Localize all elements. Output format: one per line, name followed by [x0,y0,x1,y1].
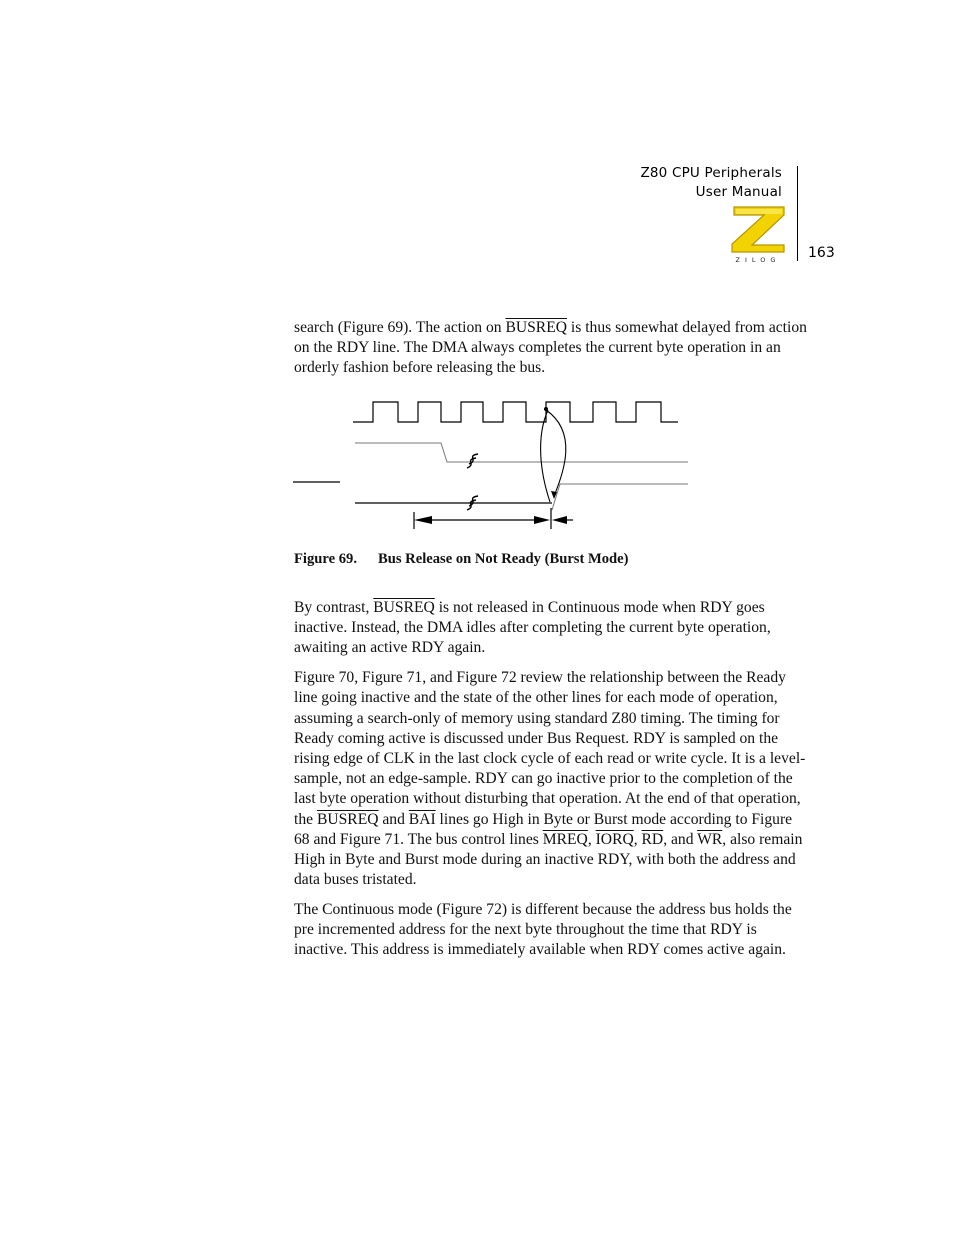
rdy-waveform [355,443,688,462]
paragraph: search (Figure 69). The action on BUSREQ is thus somewhat delayed from action on the RDY line. The DMA always completes the current byte operation in an orderly fashion before releasing the bus. [294,319,807,377]
paragraph: Figure 70, Figure 71, and Figure 72 review the relationship between the Ready line going inactive and the state of the other lines for each mode of operation, assuming a search-only of memory using standard Z80 timing. The timing for Ready coming active is discussed under Bus Request. RDY is sampled on the rising edge of CLK in the last clock cycle of each read or write cycle. It is a level-sample, not an edge-sample. RDY can go inactive prior to the completion of the last byte operation without disturbing that operation. At the end of that operation, the BUSREQ and $\overline{BAI}$ lines go High in Byte or Burst mode according to Figure 68 and Figure 71. The bus control lines MREQ, IORQ, $\overline{RD}$, and $\overline{WR}$, also remain High in Byte and Burst mode during an inactive RDY, with both the address and data buses tristated. [294,669,806,889]
break-symbol [467,454,478,468]
paragraph: By contrast, BUSREQ is not released in Continuous mode when RDY goes inactive. Instead, the DMA idles after completing the current byte operation, awaiting an active RDY again. [294,599,771,657]
manual-subtitle: User Manual [695,184,782,200]
overlined-signal: $\overline{BAI}$ [408,810,436,828]
arrow-head [414,516,432,524]
header-divider [797,166,798,261]
overlined-signal: $\overline{WR}$ [697,830,723,848]
timing-diagram [288,392,698,532]
busreq-waveform [552,484,688,510]
body-text-bottom [294,598,809,970]
body-text-top [294,318,809,388]
causal-arrow [546,410,566,496]
running-header [640,164,782,202]
figure-title: Bus Release on Not Ready (Burst Mode) [378,551,629,567]
clock-edge-marker [544,407,548,411]
paragraph: The Continuous mode (Figure 72) is different because the address bus holds the pre incremented address for the next byte throughout the time that RDY is inactive. This address is immediately available when RDY comes active again. [294,901,792,959]
causal-arrow [541,410,550,502]
overlined-signal: IORQ [595,830,634,848]
clk-waveform [353,402,678,422]
zilog-logo [728,205,788,263]
overlined-signal: BUSREQ [505,319,567,336]
overlined-signal: BUSREQ [316,810,379,828]
overlined-signal: $\overline{RD}$ [641,830,664,848]
overlined-signal: MREQ [542,830,588,848]
figure-number: Figure 69. [294,551,357,567]
arrow-head [552,516,567,524]
figure-caption [294,551,629,568]
arrow-head [534,516,550,524]
page-number: 163 [808,245,835,261]
logo-wordmark: ZILOG [735,256,781,263]
manual-title: Z80 CPU Peripherals [640,165,782,181]
overlined-signal: BUSREQ [373,599,435,616]
